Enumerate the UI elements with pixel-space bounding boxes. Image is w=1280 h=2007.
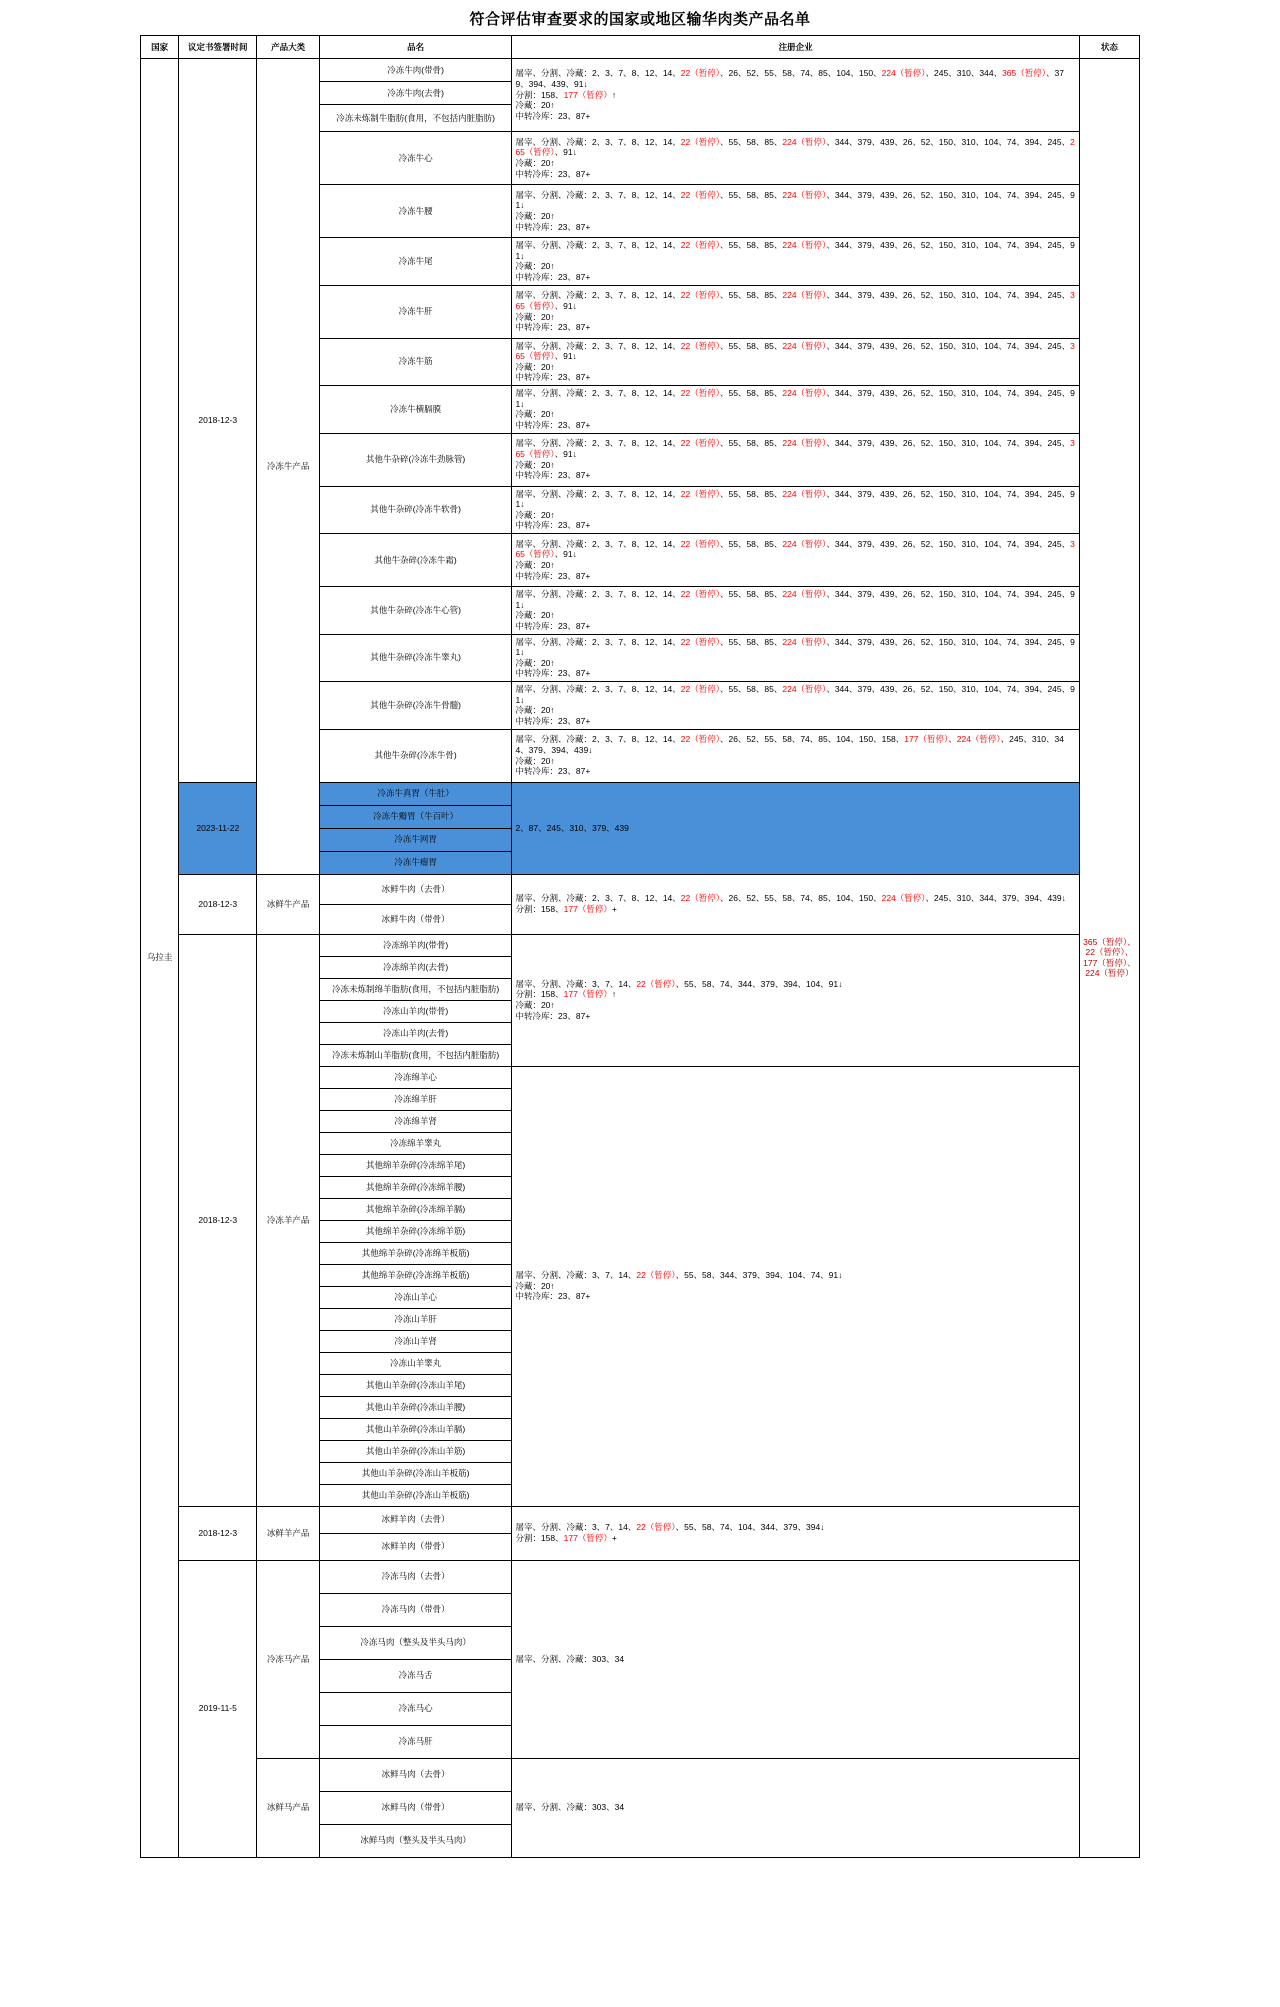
- header-product: 品名: [319, 36, 512, 59]
- table-header-row: [141, 36, 1140, 59]
- cell-product: 冷冻绵羊肉(去骨): [319, 956, 512, 978]
- cell-product: 冷冻马心: [319, 1692, 512, 1725]
- cell-product: 冷冻牛肉(带骨): [319, 59, 512, 82]
- cell-product: 其他牛杂碎(冷冻牛劲脉管): [319, 433, 512, 486]
- cell-product: 冷冻牛真胃（牛肚）: [319, 782, 512, 805]
- cell-product: 冰鲜马肉（整头及半头马肉）: [319, 1824, 512, 1857]
- header-category: 产品大类: [257, 36, 319, 59]
- cell-registered: 屠宰、分割、冷藏：2、3、7、8、12、14、22（暂停）、55、58、85、224（暂停）、344、379、439、26、52、150、310、104、74、394、245、91↓ 冷藏：20↑ 中转冷库：23、87+: [512, 682, 1079, 730]
- cell-product: 冷冻山羊肝: [319, 1308, 512, 1330]
- cell-product: 其他山羊杂碎(冷冻山羊膈): [319, 1418, 512, 1440]
- cell-registered: 屠宰、分割、冷藏：2、3、7、8、12、14、22（暂停）、55、58、85、224（暂停）、344、379、439、26、52、150、310、104、74、394、245、365（暂停）、91↓ 冷藏：20↑ 中转冷库：23、87+: [512, 338, 1079, 386]
- cell-date: 2019-11-5: [179, 1560, 257, 1857]
- cell-product: 其他绵羊杂碎(冷冻绵羊膈): [319, 1198, 512, 1220]
- cell-product: 其他牛杂碎(冷冻牛睾丸): [319, 634, 512, 682]
- cell-product: 冷冻未炼制牛脂肪(食用，不包括内脏脂肪): [319, 105, 512, 132]
- cell-date: 2018-12-3: [179, 1506, 257, 1560]
- cell-registered: 2、87、245、310、379、439: [512, 782, 1079, 874]
- cell-product: 冷冻牛心: [319, 132, 512, 185]
- cell-product: 冷冻马舌: [319, 1659, 512, 1692]
- cell-product: 冷冻牛尾: [319, 238, 512, 286]
- cell-registered: 屠宰、分割、冷藏：3、7、14、22（暂停）、55、58、74、104、344、379、394↓ 分割：158、177（暂停）+: [512, 1506, 1079, 1560]
- table-row: [141, 59, 1140, 82]
- cell-product: 冷冻绵羊肝: [319, 1088, 512, 1110]
- header-country: 国家: [141, 36, 179, 59]
- table-row: [141, 934, 1140, 956]
- header-status: 状态: [1079, 36, 1139, 59]
- cell-product: 冰鲜马肉（去骨）: [319, 1758, 512, 1791]
- cell-registered: 屠宰、分割、冷藏：2、3、7、8、12、14、22（暂停）、55、58、85、224（暂停）、344、379、439、26、52、150、310、104、74、394、245、91↓ 冷藏：20↑ 中转冷库：23、87+: [512, 486, 1079, 534]
- cell-product: 其他绵羊杂碎(冷冻绵羊板筋): [319, 1242, 512, 1264]
- cell-product: 冷冻牛筋: [319, 338, 512, 386]
- cell-registered: 屠宰、分割、冷藏：303、34: [512, 1758, 1079, 1857]
- cell-product: 冷冻绵羊心: [319, 1066, 512, 1088]
- cell-registered: 屠宰、分割、冷藏：2、3、7、8、12、14、22（暂停）、55、58、85、224（暂停）、344、379、439、26、52、150、310、104、74、394、245、91↓ 冷藏：20↑ 中转冷库：23、87+: [512, 634, 1079, 682]
- cell-product: 冷冻马肝: [319, 1725, 512, 1758]
- cell-registered: 屠宰、分割、冷藏：2、3、7、8、12、14、22（暂停）、55、58、85、224（暂停）、344、379、439、26、52、150、310、104、74、394、245、365（暂停）、91↓ 冷藏：20↑ 中转冷库：23、87+: [512, 433, 1079, 486]
- cell-product: 冷冻牛肉(去骨): [319, 82, 512, 105]
- cell-category: 冷冻羊产品: [257, 934, 319, 1506]
- cell-product: 其他山羊杂碎(冷冻山羊筋): [319, 1440, 512, 1462]
- table-row: [141, 1506, 1140, 1533]
- cell-registered: 屠宰、分割、冷藏：2、3、7、8、12、14、22（暂停）、55、58、85、224（暂停）、344、379、439、26、52、150、310、104、74、394、245、91↓ 冷藏：20↑ 中转冷库：23、87+: [512, 587, 1079, 635]
- cell-registered: 屠宰、分割、冷藏：3、7、14、22（暂停）、55、58、344、379、394、104、74、91↓ 冷藏：20↑ 中转冷库：23、87+: [512, 1066, 1079, 1506]
- cell-product: 其他牛杂碎(冷冻牛软骨): [319, 486, 512, 534]
- cell-product: 其他绵羊杂碎(冷冻绵羊板筋): [319, 1264, 512, 1286]
- cell-registered: 屠宰、分割、冷藏：2、3、7、8、12、14、22（暂停）、55、58、85、224（暂停）、344、379、439、26、52、150、310、104、74、394、245、91↓ 冷藏：20↑ 中转冷库：23、87+: [512, 238, 1079, 286]
- cell-product: 其他山羊杂碎(冷冻山羊板筋): [319, 1462, 512, 1484]
- cell-registered: 屠宰、分割、冷藏：3、7、14、22（暂停）、55、58、74、344、379、394、104、91↓ 分割：158、177（暂停）↑ 冷藏：20↑ 中转冷库：23、87+: [512, 934, 1079, 1066]
- cell-product: 冷冻牛腰: [319, 185, 512, 238]
- cell-product: 冷冻山羊肉(带骨): [319, 1000, 512, 1022]
- cell-product: 冷冻牛网胃: [319, 828, 512, 851]
- cell-date: 2018-12-3: [179, 874, 257, 934]
- cell-product: 冷冻牛瘤胃: [319, 851, 512, 874]
- cell-registered: 屠宰、分割、冷藏：2、3、7、8、12、14、22（暂停）、55、58、85、224（暂停）、344、379、439、26、52、150、310、104、74、394、245、365（暂停）、91↓ 冷藏：20↑ 中转冷库：23、87+: [512, 534, 1079, 587]
- cell-product: 冷冻山羊心: [319, 1286, 512, 1308]
- cell-product: 其他牛杂碎(冷冻牛骨): [319, 729, 512, 782]
- cell-registered: 屠宰、分割、冷藏：303、34: [512, 1560, 1079, 1758]
- cell-category: 冰鲜羊产品: [257, 1506, 319, 1560]
- cell-date: 2018-12-3: [179, 934, 257, 1506]
- cell-product: 冷冻绵羊肉(带骨): [319, 934, 512, 956]
- cell-product: 其他牛杂碎(冷冻牛骨髓): [319, 682, 512, 730]
- cell-country: 乌拉圭: [141, 59, 179, 1858]
- cell-category: 冰鲜马产品: [257, 1758, 319, 1857]
- cell-status: 365（暂停）、 22（暂停）、 177（暂停）、 224（暂停）: [1079, 59, 1139, 1858]
- cell-product: 冷冻未炼制山羊脂肪(食用，不包括内脏脂肪): [319, 1044, 512, 1066]
- cell-product: 冷冻牛肝: [319, 285, 512, 338]
- header-registered: 注册企业: [512, 36, 1079, 59]
- cell-product: 冷冻绵羊肾: [319, 1110, 512, 1132]
- cell-registered: 屠宰、分割、冷藏：2、3、7、8、12、14、22（暂停）、26、52、55、58、74、85、104、150、224（暂停）、245、310、344、379、394、439↓ 分割：158、177（暂停）+: [512, 874, 1079, 934]
- cell-registered: 屠宰、分割、冷藏：2、3、7、8、12、14、22（暂停）、55、58、85、224（暂停）、344、379、439、26、52、150、310、104、74、394、245、365（暂停）、91↓ 冷藏：20↑ 中转冷库：23、87+: [512, 285, 1079, 338]
- cell-product: 冰鲜羊肉（去骨）: [319, 1506, 512, 1533]
- cell-product: 冷冻牛瓣胃（牛百叶）: [319, 805, 512, 828]
- cell-product: 其他山羊杂碎(冷冻山羊腰): [319, 1396, 512, 1418]
- cell-registered: 屠宰、分割、冷藏：2、3、7、8、12、14、22（暂停）、26、52、55、58、74、85、104、150、224（暂停）、245、310、344、365（暂停）、379、394、439、91↓ 分割：158、177（暂停）↑ 冷藏：20↑ 中转冷库：23、87+: [512, 59, 1079, 132]
- cell-product: 冷冻未炼制绵羊脂肪(食用，不包括内脏脂肪): [319, 978, 512, 1000]
- cell-product: 冰鲜牛肉（带骨）: [319, 904, 512, 934]
- product-list-table: [140, 35, 1140, 1858]
- cell-category: 冷冻牛产品: [257, 59, 319, 875]
- cell-product: 冷冻马肉（整头及半头马肉）: [319, 1626, 512, 1659]
- cell-product: 冰鲜马肉（带骨）: [319, 1791, 512, 1824]
- cell-product: 其他绵羊杂碎(冷冻绵羊筋): [319, 1220, 512, 1242]
- cell-date: 2023-11-22: [179, 782, 257, 874]
- header-date: 议定书签署时间: [179, 36, 257, 59]
- cell-product: 其他牛杂碎(冷冻牛心管): [319, 587, 512, 635]
- cell-product: 冰鲜羊肉（带骨）: [319, 1533, 512, 1560]
- table-row: [141, 874, 1140, 904]
- cell-product: 其他山羊杂碎(冷冻山羊尾): [319, 1374, 512, 1396]
- cell-registered: 屠宰、分割、冷藏：2、3、7、8、12、14、22（暂停）、55、58、85、224（暂停）、344、379、439、26、52、150、310、104、74、394、245、91↓ 冷藏：20↑ 中转冷库：23、87+: [512, 185, 1079, 238]
- cell-product: 其他牛杂碎(冷冻牛霜): [319, 534, 512, 587]
- cell-product: 冷冻山羊睾丸: [319, 1352, 512, 1374]
- cell-registered: 屠宰、分割、冷藏：2、3、7、8、12、14、22（暂停）、55、58、85、224（暂停）、344、379、439、26、52、150、310、104、74、394、245、265（暂停）、91↓ 冷藏：20↑ 中转冷库：23、87+: [512, 132, 1079, 185]
- cell-product: 冰鲜牛肉（去骨）: [319, 874, 512, 904]
- cell-product: 冷冻绵羊睾丸: [319, 1132, 512, 1154]
- table-body: [141, 59, 1140, 1858]
- cell-registered: 屠宰、分割、冷藏：2、3、7、8、12、14、22（暂停）、55、58、85、224（暂停）、344、379、439、26、52、150、310、104、74、394、245、91↓ 冷藏：20↑ 中转冷库：23、87+: [512, 386, 1079, 434]
- cell-product: 冷冻马肉（去骨）: [319, 1560, 512, 1593]
- cell-product: 其他绵羊杂碎(冷冻绵羊尾): [319, 1154, 512, 1176]
- cell-registered: 屠宰、分割、冷藏：2、3、7、8、12、14、22（暂停）、26、52、55、58、74、85、104、150、158、177（暂停）、224（暂停）、245、310、344、379、394、439↓ 冷藏：20↑ 中转冷库：23、87+: [512, 729, 1079, 782]
- cell-product: 冷冻山羊肾: [319, 1330, 512, 1352]
- cell-date: 2018-12-3: [179, 59, 257, 783]
- cell-product: 冷冻牛横膈膜: [319, 386, 512, 434]
- cell-product: 冷冻山羊肉(去骨): [319, 1022, 512, 1044]
- cell-category: 冰鲜牛产品: [257, 874, 319, 934]
- document-page: [140, 0, 1140, 1858]
- table-row: [141, 1560, 1140, 1593]
- table-row: [141, 1758, 1140, 1791]
- page-title: 符合评估审查要求的国家或地区输华肉类产品名单: [469, 11, 811, 28]
- cell-product: 冷冻马肉（带骨）: [319, 1593, 512, 1626]
- cell-category: 冷冻马产品: [257, 1560, 319, 1758]
- cell-product: 其他绵羊杂碎(冷冻绵羊腰): [319, 1176, 512, 1198]
- cell-product: 其他山羊杂碎(冷冻山羊板筋): [319, 1484, 512, 1506]
